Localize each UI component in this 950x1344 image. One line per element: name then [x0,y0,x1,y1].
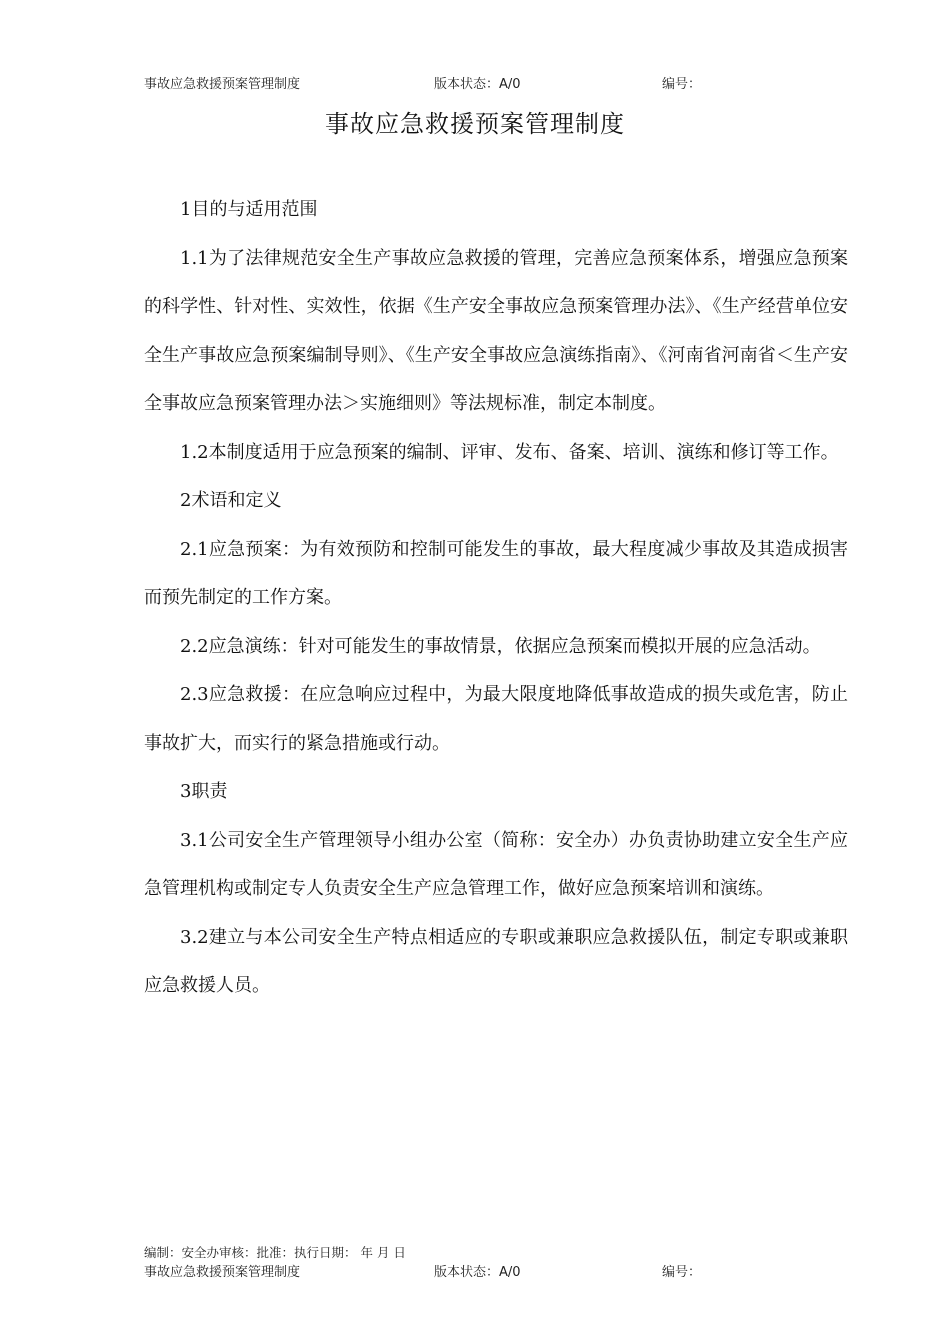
footer-sign-line: 编制：安全办审核：批准：执行日期： 年 月 日 [144,1245,406,1260]
paragraph-3-2: 3.2建立与本公司安全生产特点相适应的专职或兼职应急救援队伍，制定专职或兼职应急救援人员。 [144,926,848,996]
page-header-bottom [144,1261,844,1281]
footer-number: 编号： [662,1265,702,1280]
section-heading-1: 1目的与适用范围 [180,199,318,220]
paragraph-3-1: 3.1公司安全生产管理领导小组办公室（简称：安全办）办负责协助建立安全生产应急管理机构或制定专人负责安全生产应急管理工作，做好应急预案培训和演练。 [144,829,848,899]
paragraph-1-1: 1.1为了法律规范安全生产事故应急救援的管理，完善应急预案体系，增强应急预案的科学性、针对性、实效性，依据《生产安全事故应急预案管理办法》、《生产经营单位安全生产事故应急预案编制导则》、《生产安全事故应急演练指南》、《河南省河南省＜生产安全事故应急预案管理办法＞实施细则》等法规标准，制定本制度。 [144,247,848,414]
paragraph-2-1: 2.1应急预案：为有效预防和控制可能发生的事故，最大程度减少事故及其造成损害而预先制定的工作方案。 [144,538,848,608]
header-number: 编号： [662,77,702,92]
document-title: 事故应急救援预案管理制度 [325,110,625,138]
header-version: 版本状态：A/0 [434,77,521,92]
paragraph-2-2: 2.2应急演练：针对可能发生的事故情景，依据应急预案而模拟开展的应急活动。 [180,635,821,657]
section-heading-3: 3职责 [180,781,228,802]
paragraph-2-3: 2.3应急救援：在应急响应过程中，为最大限度地降低事故造成的损失或危害，防止事故扩大，而实行的紧急措施或行动。 [144,684,848,754]
footer-version: 版本状态：A/0 [434,1265,521,1280]
footer-doc-name: 事故应急救援预案管理制度 [144,1265,301,1280]
document-body [144,186,848,1011]
section-heading-2: 2术语和定义 [180,490,282,511]
paragraph-1-2: 1.2本制度适用于应急预案的编制、评审、发布、备案、培训、演练和修订等工作。 [180,441,839,463]
page-header-top [144,73,844,93]
header-doc-name: 事故应急救援预案管理制度 [144,77,301,92]
